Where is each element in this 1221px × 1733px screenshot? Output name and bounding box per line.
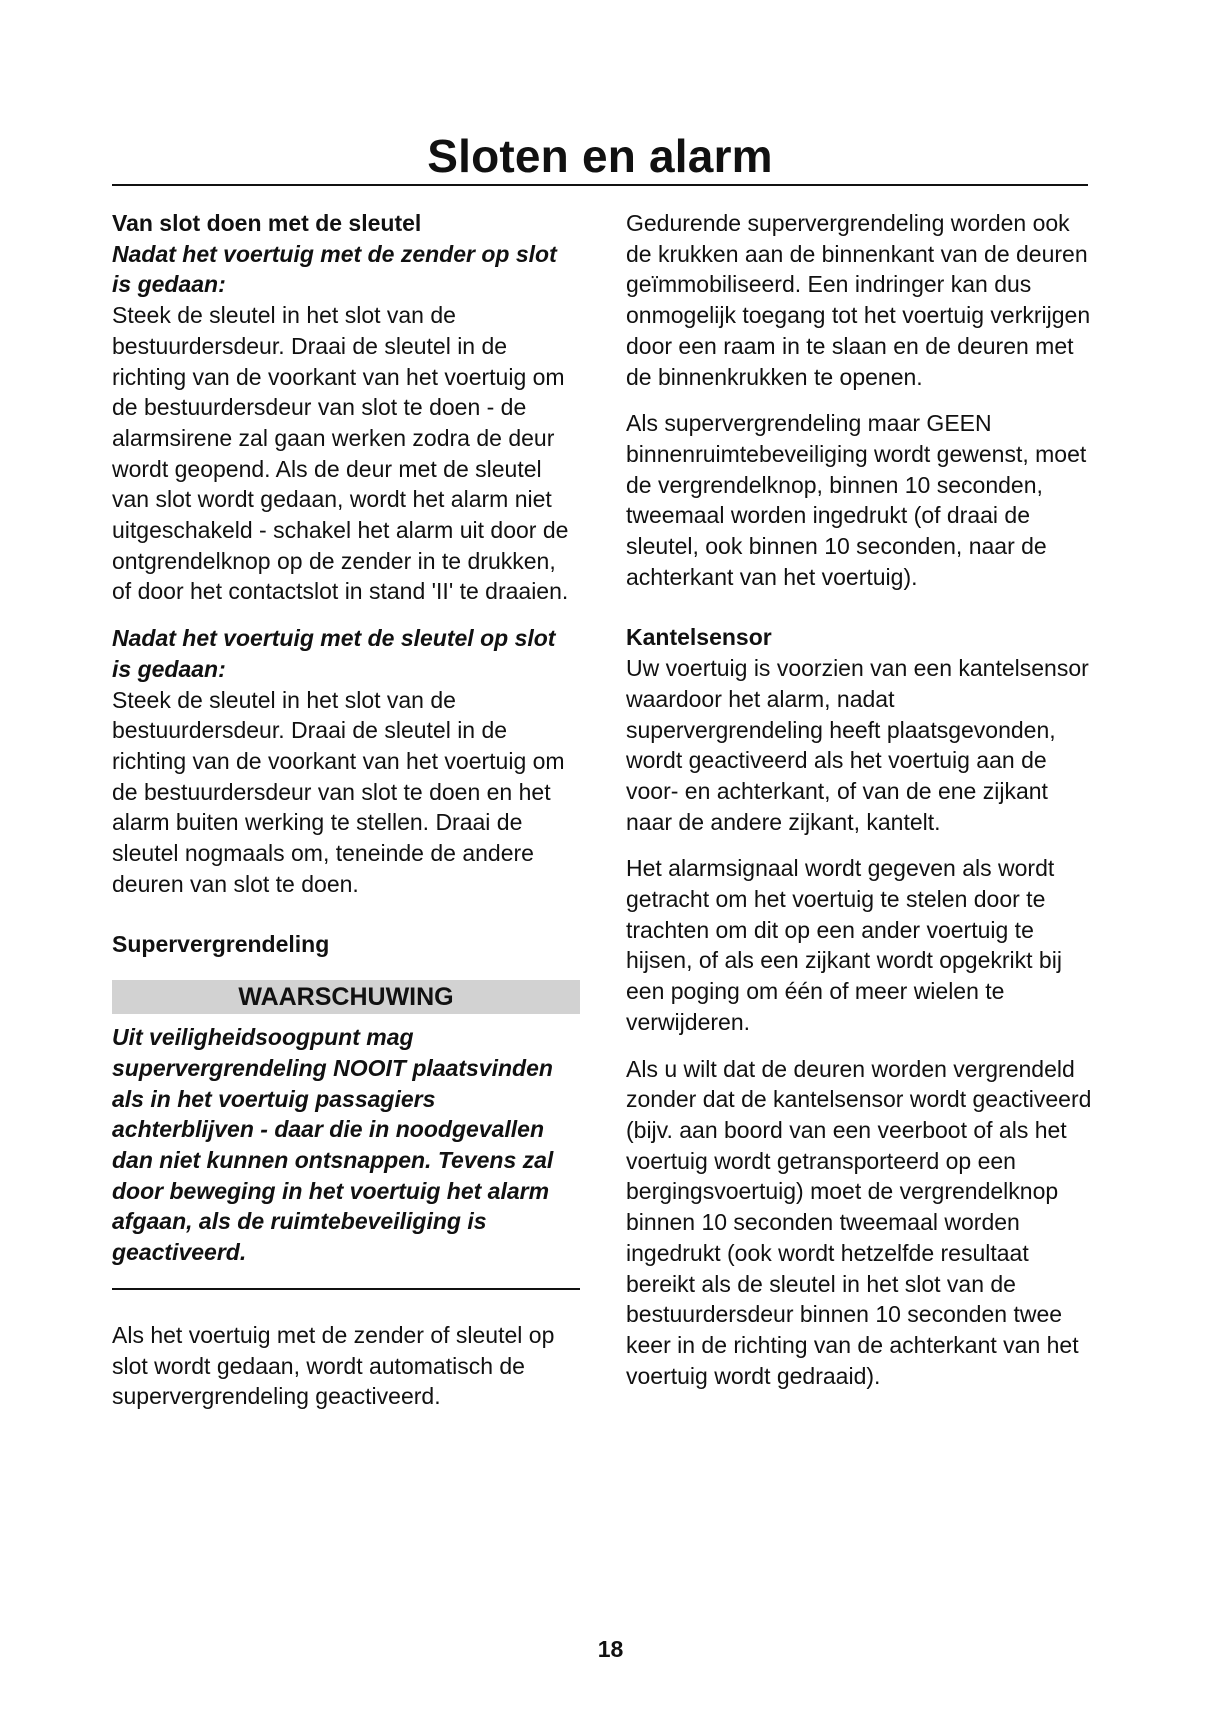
tilt-disable-text: Als u wilt dat de deuren worden vergrendeld zonder dat de kantelsensor wordt geactiveerd (bijv. aan boord van een veerboot of als het voertuig wordt getransporteerd op een bergingsvoertuig) moet de vergrendelknop binnen 10 seconden tweemaal worden ingedrukt (ook wordt hetzelfde resultaat bereikt als de sleutel in het slot van de bestuurdersdeur binnen 10 seconden twee keer in de richting van de achterkant van het voertuig wordt gedraaid). — [626, 1055, 1092, 1389]
superlock-handles-text: Gedurende supervergrendeling worden ook de krukken aan de binnenkant van de deuren geïmmobiliseerd. Een indringer kan dus onmogelijk toegang tot het voertuig verkrijgen door een raam in te slaan en de deuren met de binnenkrukken te openen. — [626, 210, 1091, 390]
key-unlock-text: Steek de sleutel in het slot van de bestuurdersdeur. Draai de sleutel in de richting van de voorkant van het voertuig om de bestuurdersdeur van slot te doen en het alarm buiten werking te stellen. Draai de sleutel nogmaals om, teneinde de andere deuren van slot te doen. — [112, 686, 565, 897]
warning-text: Uit veiligheidsoogpunt mag supervergrendeling NOOIT plaatsvinden als in het voertuig passagiers achterblijven - daar die in noodgevallen dan niet kunnen ontsnappen. Tevens zal door beweging in het voertuig het alarm afgaan, als de ruimtebeveiliging is geactiveerd. — [112, 1024, 554, 1266]
title-divider — [112, 184, 1088, 186]
right-column — [626, 208, 1096, 1391]
tilt-alarm-text: Het alarmsignaal wordt gegeven als wordt getracht om het voertuig te stelen door te trachten om dit op een ander voertuig te hijsen, of als een zijkant wordt opgekrikt bij een poging om één of meer wielen te verwijderen. — [626, 855, 1062, 1035]
remote-unlock-text: Steek de sleutel in het slot van de bestuurdersdeur. Draai de sleutel in de richting van de voorkant van het voertuig om de bestuurdersdeur van slot te doen - de alarmsirene zal gaan werken zodra de deur wordt geopend. Als de deur met de sleutel van slot wordt gedaan, wordt het alarm niet uitgeschakeld - schakel het alarm uit door de ontgrendelknop op de zender in te drukken, of door het contactslot in stand 'II' te draaien. — [112, 302, 569, 605]
warning-divider — [112, 1288, 580, 1290]
page-title: Sloten en alarm — [427, 130, 773, 182]
tilt-sensor-text: Uw voertuig is voorzien van een kantelsensor waardoor het alarm, nadat supervergrendeling heeft plaatsgevonden, wordt geactiveerd als het voertuig aan de voor- en achterkant, of van de ene zijkant naar de andere zijkant, kantelt. — [626, 655, 1089, 835]
superlock-heading: Supervergrendeling — [112, 931, 330, 958]
superlock-no-interior-text: Als supervergrendeling maar GEEN binnenruimtebeveiliging wordt gewenst, moet de vergrendelknop, binnen 10 seconden, tweemaal worden ingedrukt (of draai de sleutel, ook binnen 10 seconden, naar de achterkant van het voertuig). — [626, 410, 1087, 590]
page-number: 18 — [597, 1636, 624, 1662]
warning-banner: WAARSCHUWING — [112, 980, 580, 1014]
unlock-heading: Van slot doen met de sleutel — [112, 210, 422, 236]
remote-unlock-subheading: Nadat het voertuig met de zender op slot is gedaan: — [112, 240, 557, 298]
auto-superlock-text: Als het voertuig met de zender of sleutel op slot wordt gedaan, wordt automatisch de supervergrendeling geactiveerd. — [112, 1321, 555, 1410]
tilt-sensor-heading: Kantelsensor — [626, 624, 772, 651]
left-column — [112, 208, 580, 1412]
key-unlock-subheading: Nadat het voertuig met de sleutel op slot is gedaan: — [112, 625, 556, 682]
